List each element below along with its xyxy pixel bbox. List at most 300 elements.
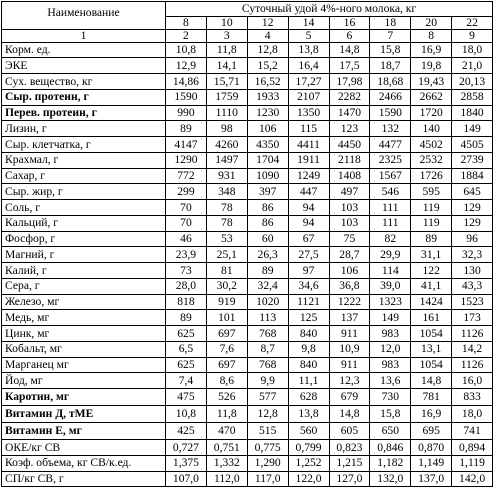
value-cell: 14,8 — [329, 42, 370, 58]
table-row — [2, 263, 493, 279]
column-number-cell: 3 — [206, 30, 247, 43]
value-cell: 2466 — [370, 89, 411, 105]
value-cell: 142,0 — [452, 471, 493, 487]
value-cell: 125 — [288, 310, 329, 326]
row-name-cell: Сыр. жир, г — [2, 184, 166, 200]
value-cell: 497 — [329, 184, 370, 200]
value-cell: 911 — [329, 357, 370, 373]
table-row — [2, 121, 493, 137]
value-cell: 595 — [411, 184, 452, 200]
value-cell: 1222 — [329, 294, 370, 310]
value-cell: 625 — [166, 326, 207, 342]
value-cell: 94 — [288, 200, 329, 216]
column-number-cell: 4 — [247, 30, 288, 43]
table-row — [2, 184, 493, 200]
table-row — [2, 278, 493, 294]
value-cell: 1,149 — [411, 455, 452, 471]
value-cell: 697 — [206, 357, 247, 373]
value-cell: 19,43 — [411, 74, 452, 90]
value-cell: 2325 — [370, 152, 411, 168]
value-cell: 19,8 — [411, 58, 452, 74]
value-cell: 0,870 — [411, 440, 452, 456]
value-cell: 60 — [247, 231, 288, 247]
value-cell: 650 — [370, 423, 411, 440]
value-cell: 818 — [166, 294, 207, 310]
value-cell: 20,13 — [452, 74, 493, 90]
value-cell: 1020 — [247, 294, 288, 310]
value-cell: 679 — [329, 389, 370, 406]
header-yield-cell: 22 — [452, 17, 493, 30]
row-name-cell: Железо, мг — [2, 294, 166, 310]
value-cell: 8,7 — [247, 341, 288, 357]
value-cell: 137,0 — [411, 471, 452, 487]
table-row — [2, 42, 493, 58]
value-cell: 1126 — [452, 326, 493, 342]
table-row — [2, 247, 493, 263]
value-cell: 2532 — [411, 152, 452, 168]
table-row — [2, 471, 493, 487]
header-yield-cell: 16 — [329, 17, 370, 30]
value-cell: 13,6 — [370, 373, 411, 389]
value-cell: 89 — [166, 121, 207, 137]
value-cell: 114 — [370, 263, 411, 279]
row-name-cell: Магний, г — [2, 247, 166, 263]
value-cell: 89 — [411, 231, 452, 247]
value-cell: 0,823 — [329, 440, 370, 456]
value-cell: 73 — [166, 263, 207, 279]
value-cell: 560 — [288, 423, 329, 440]
value-cell: 1497 — [206, 152, 247, 168]
value-cell: 119 — [411, 215, 452, 231]
value-cell: 15,71 — [206, 74, 247, 90]
value-cell: 97 — [288, 263, 329, 279]
value-cell: 27,5 — [288, 247, 329, 263]
table-row — [2, 406, 493, 423]
value-cell: 2282 — [329, 89, 370, 105]
value-cell: 447 — [288, 184, 329, 200]
value-cell: 31,1 — [411, 247, 452, 263]
value-cell: 397 — [247, 184, 288, 200]
value-cell: 768 — [247, 357, 288, 373]
value-cell: 101 — [206, 310, 247, 326]
value-cell: 81 — [206, 263, 247, 279]
value-cell: 0,751 — [206, 440, 247, 456]
value-cell: 96 — [452, 231, 493, 247]
value-cell: 15,8 — [370, 42, 411, 58]
value-cell: 10,8 — [166, 406, 207, 423]
value-cell: 1230 — [247, 105, 288, 121]
value-cell: 1350 — [288, 105, 329, 121]
value-cell: 1424 — [411, 294, 452, 310]
value-cell: 425 — [166, 423, 207, 440]
value-cell: 0,727 — [166, 440, 207, 456]
row-name-cell: Кобальт, мг — [2, 341, 166, 357]
value-cell: 78 — [206, 200, 247, 216]
table-row — [2, 137, 493, 153]
value-cell: 16,4 — [288, 58, 329, 74]
value-cell: 28,0 — [166, 278, 207, 294]
column-number-cell: 1 — [2, 30, 166, 43]
table-row — [2, 341, 493, 357]
column-number-cell: 2 — [166, 30, 207, 43]
value-cell: 840 — [288, 357, 329, 373]
value-cell: 89 — [166, 310, 207, 326]
row-name-cell: Сыр. протеин, г — [2, 89, 166, 105]
table-row — [2, 200, 493, 216]
value-cell: 1590 — [370, 105, 411, 121]
header-yield-group-cell: Суточный удой 4%-ного молока, кг — [166, 2, 493, 17]
value-cell: 11,8 — [206, 42, 247, 58]
value-cell: 4260 — [206, 137, 247, 153]
value-cell: 695 — [411, 423, 452, 440]
value-cell: 98 — [206, 121, 247, 137]
table-row — [2, 74, 493, 90]
value-cell: 983 — [370, 357, 411, 373]
value-cell: 122 — [411, 263, 452, 279]
row-name-cell: Цинк, мг — [2, 326, 166, 342]
value-cell: 53 — [206, 231, 247, 247]
table-row — [2, 310, 493, 326]
value-cell: 1408 — [329, 168, 370, 184]
value-cell: 129 — [452, 200, 493, 216]
table-row — [2, 215, 493, 231]
value-cell: 94 — [288, 215, 329, 231]
value-cell: 14,8 — [411, 373, 452, 389]
value-cell: 1720 — [411, 105, 452, 121]
value-cell: 106 — [247, 121, 288, 137]
value-cell: 29,9 — [370, 247, 411, 263]
value-cell: 18,7 — [370, 58, 411, 74]
row-name-cell: ЭКЕ — [2, 58, 166, 74]
header-yield-cell: 12 — [247, 17, 288, 30]
value-cell: 127,0 — [329, 471, 370, 487]
value-cell: 9,9 — [247, 373, 288, 389]
value-cell: 1054 — [411, 326, 452, 342]
value-cell: 70 — [166, 215, 207, 231]
value-cell: 625 — [166, 357, 207, 373]
value-cell: 13,8 — [288, 406, 329, 423]
value-cell: 11,8 — [206, 406, 247, 423]
value-cell: 470 — [206, 423, 247, 440]
table-row — [2, 326, 493, 342]
value-cell: 106 — [329, 263, 370, 279]
value-cell: 16,9 — [411, 406, 452, 423]
value-cell: 475 — [166, 389, 207, 406]
value-cell: 833 — [452, 389, 493, 406]
value-cell: 111 — [370, 215, 411, 231]
value-cell: 1840 — [452, 105, 493, 121]
value-cell: 1704 — [247, 152, 288, 168]
row-name-cell: Йод, мг — [2, 373, 166, 389]
value-cell: 1590 — [166, 89, 207, 105]
header-yield-cell: 14 — [288, 17, 329, 30]
value-cell: 1,332 — [206, 455, 247, 471]
value-cell: 17,27 — [288, 74, 329, 90]
value-cell: 1126 — [452, 357, 493, 373]
row-name-cell: Сыр. клетчатка, г — [2, 137, 166, 153]
table-body — [2, 42, 493, 487]
value-cell: 628 — [288, 389, 329, 406]
row-name-cell: Фосфор, г — [2, 231, 166, 247]
value-cell: 4450 — [329, 137, 370, 153]
value-cell: 18,0 — [452, 42, 493, 58]
value-cell: 46 — [166, 231, 207, 247]
value-cell: 7,4 — [166, 373, 207, 389]
table-row — [2, 152, 493, 168]
value-cell: 14,86 — [166, 74, 207, 90]
value-cell: 1323 — [370, 294, 411, 310]
value-cell: 577 — [247, 389, 288, 406]
value-cell: 0,799 — [288, 440, 329, 456]
value-cell: 1884 — [452, 168, 493, 184]
value-cell: 2858 — [452, 89, 493, 105]
value-cell: 67 — [288, 231, 329, 247]
value-cell: 78 — [206, 215, 247, 231]
value-cell: 12,8 — [247, 42, 288, 58]
value-cell: 0,846 — [370, 440, 411, 456]
value-cell: 34,6 — [288, 278, 329, 294]
value-cell: 111 — [370, 200, 411, 216]
value-cell: 6,5 — [166, 341, 207, 357]
value-cell: 10,8 — [166, 42, 207, 58]
value-cell: 23,9 — [166, 247, 207, 263]
value-cell: 14,1 — [206, 58, 247, 74]
value-cell: 10,9 — [329, 341, 370, 357]
row-name-cell: Перев. протеин, г — [2, 105, 166, 121]
table-row — [2, 294, 493, 310]
row-name-cell: Соль, г — [2, 200, 166, 216]
table-row — [2, 168, 493, 184]
value-cell: 113 — [247, 310, 288, 326]
value-cell: 7,6 — [206, 341, 247, 357]
value-cell: 1290 — [166, 152, 207, 168]
value-cell: 1,290 — [247, 455, 288, 471]
table-row — [2, 389, 493, 406]
value-cell: 82 — [370, 231, 411, 247]
row-name-cell: ОКЕ/кг СВ — [2, 440, 166, 456]
row-name-cell: Крахмал, г — [2, 152, 166, 168]
column-number-cell: 5 — [288, 30, 329, 43]
value-cell: 122,0 — [288, 471, 329, 487]
row-name-cell: Калий, г — [2, 263, 166, 279]
value-cell: 17,98 — [329, 74, 370, 90]
value-cell: 30,2 — [206, 278, 247, 294]
value-cell: 112,0 — [206, 471, 247, 487]
value-cell: 1567 — [370, 168, 411, 184]
value-cell: 4502 — [411, 137, 452, 153]
row-name-cell: Лизин, г — [2, 121, 166, 137]
value-cell: 17,5 — [329, 58, 370, 74]
row-name-cell: Медь, мг — [2, 310, 166, 326]
table-row — [2, 357, 493, 373]
value-cell: 18,0 — [452, 406, 493, 423]
table-row — [2, 58, 493, 74]
header-yield-cell: 18 — [370, 17, 411, 30]
value-cell: 9,8 — [288, 341, 329, 357]
header-row-group — [2, 2, 493, 17]
value-cell: 12,8 — [247, 406, 288, 423]
value-cell: 149 — [452, 121, 493, 137]
value-cell: 1,252 — [288, 455, 329, 471]
table-row — [2, 105, 493, 121]
value-cell: 1,375 — [166, 455, 207, 471]
value-cell: 115 — [288, 121, 329, 137]
value-cell: 137 — [329, 310, 370, 326]
value-cell: 16,52 — [247, 74, 288, 90]
value-cell: 1,182 — [370, 455, 411, 471]
nutrition-norms-table — [1, 1, 493, 487]
value-cell: 41,1 — [411, 278, 452, 294]
value-cell: 697 — [206, 326, 247, 342]
value-cell: 605 — [329, 423, 370, 440]
value-cell: 13,8 — [288, 42, 329, 58]
value-cell: 2107 — [288, 89, 329, 105]
value-cell: 119 — [411, 200, 452, 216]
value-cell: 2662 — [411, 89, 452, 105]
value-cell: 1523 — [452, 294, 493, 310]
column-number-cell: 7 — [370, 30, 411, 43]
value-cell: 12,9 — [166, 58, 207, 74]
value-cell: 741 — [452, 423, 493, 440]
value-cell: 86 — [247, 215, 288, 231]
value-cell: 299 — [166, 184, 207, 200]
value-cell: 1249 — [288, 168, 329, 184]
value-cell: 4477 — [370, 137, 411, 153]
value-cell: 70 — [166, 200, 207, 216]
header-yield-cell: 20 — [411, 17, 452, 30]
value-cell: 123 — [329, 121, 370, 137]
row-name-cell: СП/кг СВ, г — [2, 471, 166, 487]
header-yield-cell: 8 — [166, 17, 207, 30]
value-cell: 1110 — [206, 105, 247, 121]
value-cell: 1933 — [247, 89, 288, 105]
column-number-cell: 9 — [452, 30, 493, 43]
row-name-cell: Марганец мг — [2, 357, 166, 373]
value-cell: 86 — [247, 200, 288, 216]
row-name-cell: Корм. ед. — [2, 42, 166, 58]
value-cell: 931 — [206, 168, 247, 184]
row-name-cell: Кальций, г — [2, 215, 166, 231]
value-cell: 0,775 — [247, 440, 288, 456]
value-cell: 0,894 — [452, 440, 493, 456]
row-name-cell: Сера, г — [2, 278, 166, 294]
table-row — [2, 231, 493, 247]
value-cell: 15,2 — [247, 58, 288, 74]
value-cell: 25,1 — [206, 247, 247, 263]
value-cell: 12,3 — [329, 373, 370, 389]
row-name-cell: Сахар, г — [2, 168, 166, 184]
value-cell: 4350 — [247, 137, 288, 153]
value-cell: 75 — [329, 231, 370, 247]
value-cell: 16,9 — [411, 42, 452, 58]
row-name-cell: Витамин Е, мг — [2, 423, 166, 440]
value-cell: 1726 — [411, 168, 452, 184]
table-row — [2, 455, 493, 471]
value-cell: 14,8 — [329, 406, 370, 423]
value-cell: 1090 — [247, 168, 288, 184]
row-name-cell: Каротин, мг — [2, 389, 166, 406]
table-row — [2, 423, 493, 440]
value-cell: 129 — [452, 215, 493, 231]
value-cell: 130 — [452, 263, 493, 279]
value-cell: 645 — [452, 184, 493, 200]
value-cell: 1121 — [288, 294, 329, 310]
value-cell: 103 — [329, 200, 370, 216]
value-cell: 36,8 — [329, 278, 370, 294]
value-cell: 781 — [411, 389, 452, 406]
value-cell: 161 — [411, 310, 452, 326]
value-cell: 32,4 — [247, 278, 288, 294]
value-cell: 348 — [206, 184, 247, 200]
value-cell: 1470 — [329, 105, 370, 121]
value-cell: 132,0 — [370, 471, 411, 487]
value-cell: 12,0 — [370, 341, 411, 357]
header-row-column-numbers — [2, 30, 493, 43]
value-cell: 730 — [370, 389, 411, 406]
value-cell: 32,3 — [452, 247, 493, 263]
value-cell: 13,1 — [411, 341, 452, 357]
value-cell: 132 — [370, 121, 411, 137]
value-cell: 28,7 — [329, 247, 370, 263]
value-cell: 21,0 — [452, 58, 493, 74]
value-cell: 15,8 — [370, 406, 411, 423]
value-cell: 26,3 — [247, 247, 288, 263]
value-cell: 140 — [411, 121, 452, 137]
value-cell: 107,0 — [166, 471, 207, 487]
value-cell: 39,0 — [370, 278, 411, 294]
value-cell: 11,1 — [288, 373, 329, 389]
row-name-cell: Витамин Д, тМЕ — [2, 406, 166, 423]
value-cell: 515 — [247, 423, 288, 440]
value-cell: 4505 — [452, 137, 493, 153]
table-header — [2, 2, 493, 43]
table-row — [2, 373, 493, 389]
value-cell: 1,119 — [452, 455, 493, 471]
value-cell: 1911 — [288, 152, 329, 168]
value-cell: 43,3 — [452, 278, 493, 294]
table-row — [2, 89, 493, 105]
value-cell: 103 — [329, 215, 370, 231]
value-cell: 2118 — [329, 152, 370, 168]
value-cell: 117,0 — [247, 471, 288, 487]
value-cell: 14,2 — [452, 341, 493, 357]
value-cell: 1054 — [411, 357, 452, 373]
value-cell: 16,0 — [452, 373, 493, 389]
value-cell: 983 — [370, 326, 411, 342]
row-name-cell: Коэф. объема, кг СВ/к.ед. — [2, 455, 166, 471]
value-cell: 149 — [370, 310, 411, 326]
value-cell: 173 — [452, 310, 493, 326]
header-name-cell: Наименование — [2, 2, 166, 30]
value-cell: 89 — [247, 263, 288, 279]
value-cell: 526 — [206, 389, 247, 406]
value-cell: 990 — [166, 105, 207, 121]
value-cell: 8,6 — [206, 373, 247, 389]
value-cell: 911 — [329, 326, 370, 342]
value-cell: 4411 — [288, 137, 329, 153]
value-cell: 4147 — [166, 137, 207, 153]
column-number-cell: 8 — [411, 30, 452, 43]
value-cell: 768 — [247, 326, 288, 342]
value-cell: 840 — [288, 326, 329, 342]
column-number-cell: 6 — [329, 30, 370, 43]
header-yield-cell: 10 — [206, 17, 247, 30]
value-cell: 1759 — [206, 89, 247, 105]
value-cell: 919 — [206, 294, 247, 310]
value-cell: 546 — [370, 184, 411, 200]
value-cell: 2739 — [452, 152, 493, 168]
value-cell: 772 — [166, 168, 207, 184]
